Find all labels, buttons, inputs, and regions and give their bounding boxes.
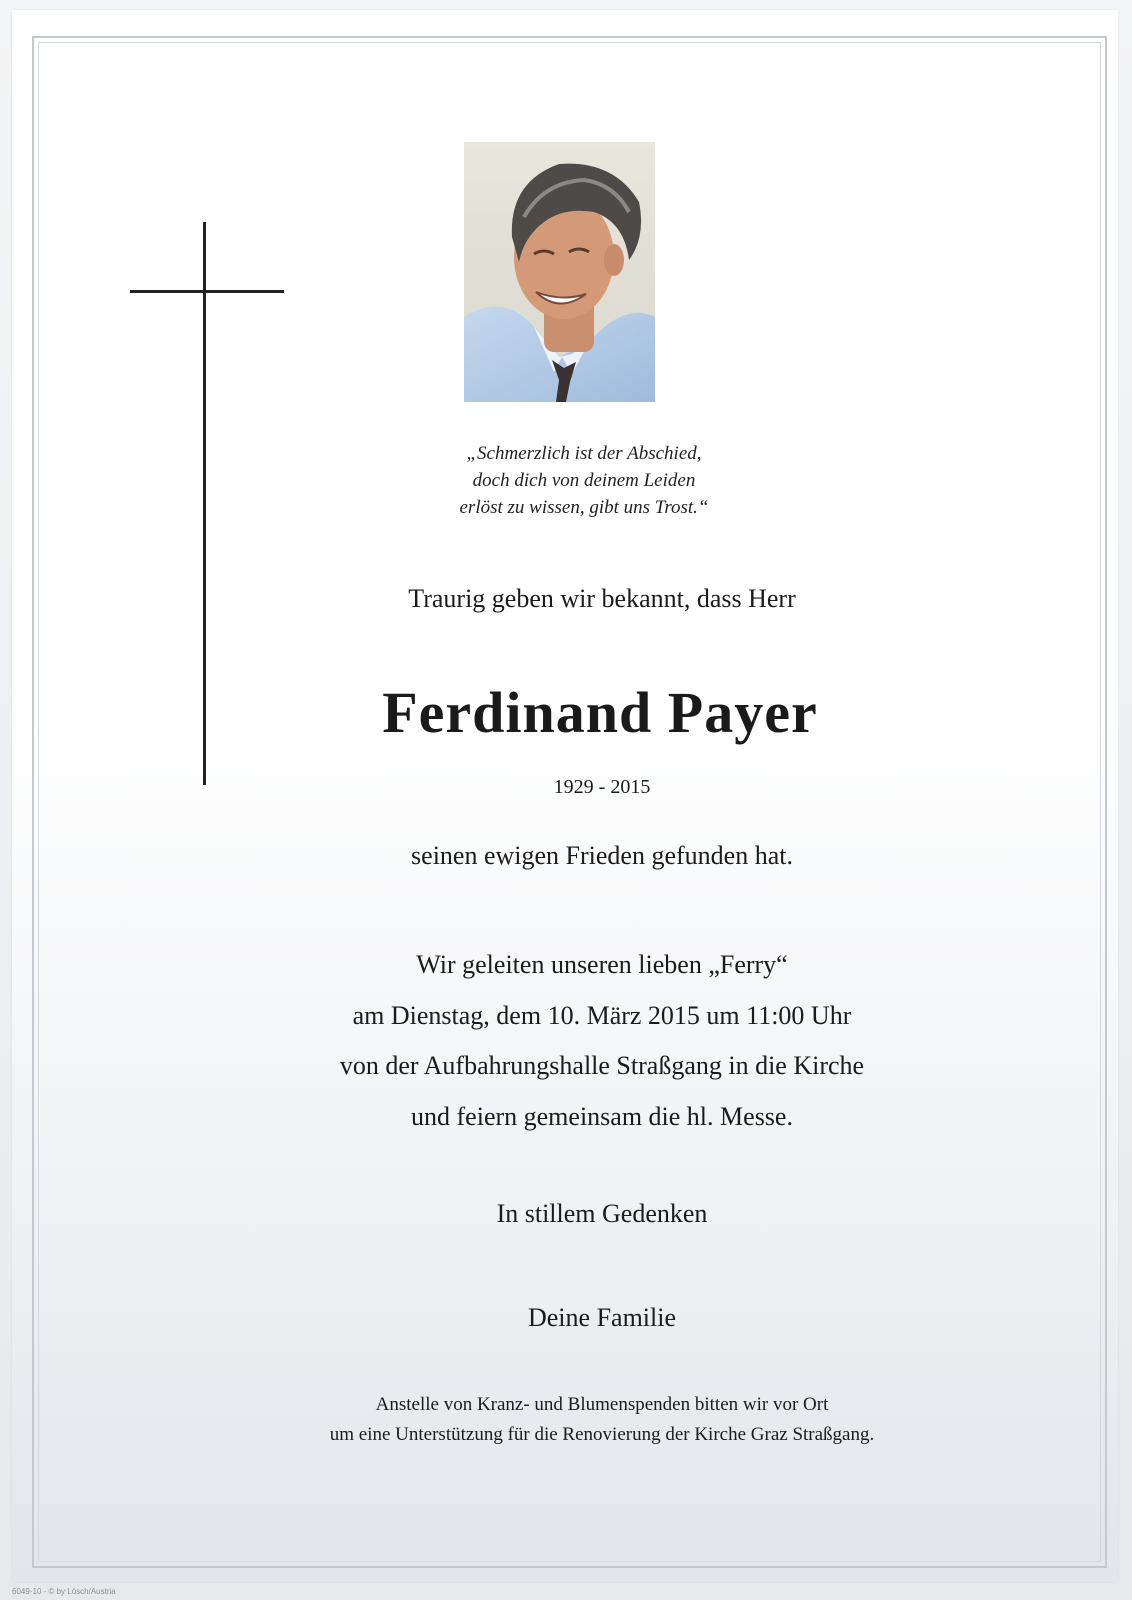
life-dates: 1929 - 2015 xyxy=(553,776,651,798)
ceremony-line: von der Aufbahrungshalle Straßgang in die Kirche xyxy=(339,1051,865,1080)
portrait-illustration xyxy=(464,142,655,402)
donation-note xyxy=(36,1390,1132,1450)
donation-note-line: Anstelle von Kranz- und Blumenspenden bitten wir vor Ort xyxy=(375,1394,829,1415)
ceremony-line: Wir geleiten unseren lieben „Ferry“ xyxy=(416,950,788,979)
ceremony-line: und feiern gemeinsam die hl. Messe. xyxy=(411,1101,793,1131)
donation-note-line: um eine Unterstützung für die Renovierung der Kirche Graz Straßgang. xyxy=(329,1424,875,1445)
quote-line: erlöst zu wissen, gibt uns Trost.“ xyxy=(459,497,709,518)
ceremony-line: am Dienstag, dem 10. März 2015 um 11:00 Uhr xyxy=(352,1000,852,1030)
ceremony-details xyxy=(36,940,1132,1142)
family-signature: Deine Familie xyxy=(527,1303,676,1332)
peace-statement: seinen ewigen Frieden gefunden hat. xyxy=(411,841,793,870)
deceased-name: Ferdinand Payer xyxy=(382,680,818,745)
quote-line: „Schmerzlich ist der Abschied, xyxy=(466,443,702,464)
quote-block xyxy=(0,440,1132,521)
print-footer: 6049-10 - © by Lösch/Austria xyxy=(12,1587,116,1596)
quote-line: doch dich von deinem Leiden xyxy=(472,470,696,491)
cross-horizontal-beam xyxy=(130,290,284,293)
portrait-photo xyxy=(464,142,655,402)
memorial-phrase: In stillem Gedenken xyxy=(496,1199,708,1228)
announcement-intro: Traurig geben wir bekannt, dass Herr xyxy=(408,584,796,613)
